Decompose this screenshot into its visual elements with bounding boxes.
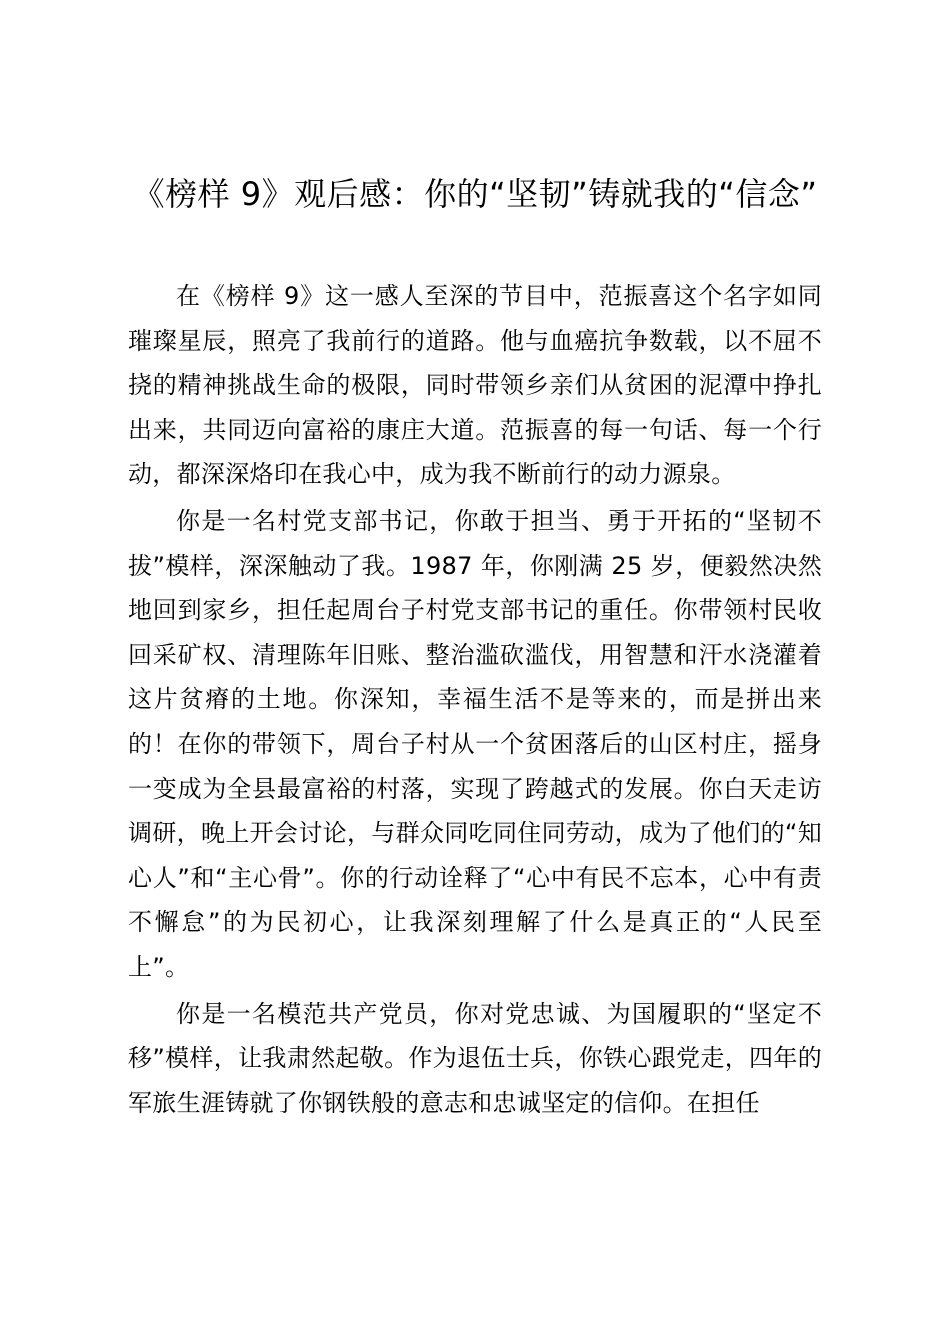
document-body [128,274,822,1127]
document-title: 《榜样 9》观后感：你的“坚韧”铸就我的“信念” [132,175,818,213]
paragraph-party-secretary: 你是一名村党支部书记，你敢于担当、勇于开拓的“坚韧不拔”模样，深深触动了我。1987 年，你刚满 25 岁，便毅然决然地回到家乡，担任起周台子村党支部书记的重任。你带领村民收回采矿权、清理陈年旧账、整治滥砍滥伐，用智慧和汗水浇灌着这片贫瘠的土地。你深知，幸福生活不是等来的，而是拼出来的！在你的带领下，周台子村从一个贫困落后的山区村庄，摇身一变成为全县最富裕的村落，实现了跨越式的发展。你白天走访调研，晚上开会讨论，与群众同吃同住同劳动，成为了他们的“知心人”和“主心骨”。你的行动诠释了“心中有民不忘本，心中有责不懈怠”的为民初心，让我深刻理解了什么是真正的“人民至上”。 [128,506,822,981]
paragraph-intro: 在《榜样 9》这一感人至深的节目中，范振喜这个名字如同璀璨星辰，照亮了我前行的道路。他与血癌抗争数载，以不屈不挠的精神挑战生命的极限，同时带领乡亲们从贫困的泥潭中挣扎出来，共同迈向富裕的康庄大道。范振喜的每一句话、每一个行动，都深深烙印在我心中，成为我不断前行的动力源泉。 [128,282,822,489]
paragraph-model-member: 你是一名模范共产党员，你对党忠诚、为国履职的“坚定不移”模样，让我肃然起敬。作为退伍士兵，你铁心跟党走，四年的军旅生涯铸就了你钢铁般的意志和忠诚坚定的信仰。在担任 [128,999,822,1117]
